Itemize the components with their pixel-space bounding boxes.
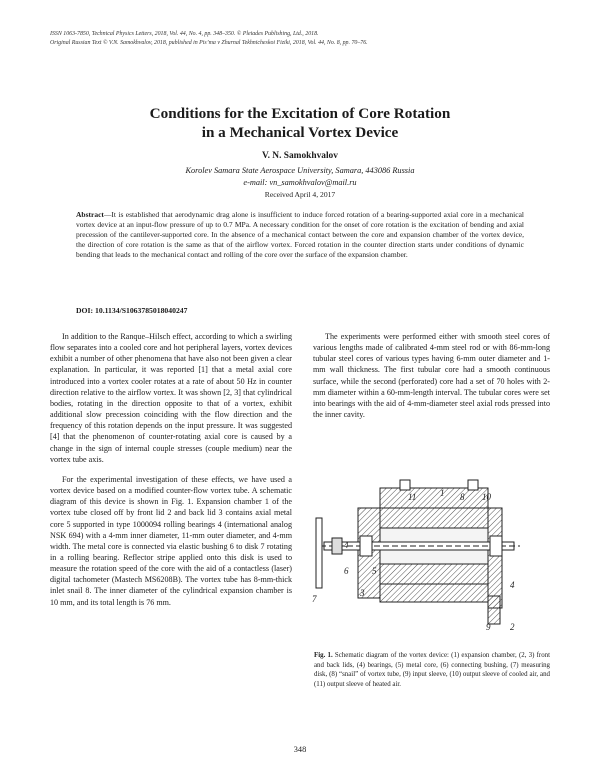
article-title-line1: Conditions for the Excitation of Core Rotation bbox=[149, 105, 451, 122]
front-lid bbox=[488, 508, 502, 608]
body-paragraph: In addition to the Ranque–Hilsch effect, according to which a swirling flow separates into a cooled core and hot peripheral layers, vortex devices exhibit a number of other phenomena that have also not been given a clear explanation. In particular, it was reported [1] that a metal axial core introduced into a vortex cooler rotates at a rate of about 50 Hz in counter direction relative to the airflow vortex. It was shown [2, 3] that cylindrical bodies, rotating in the direction opposite to that of a vortex, exhibit additional slow precession coinciding with the flow direction and the frequency of this rotation depends on the input pressure. It was suggested [4] that the phenomenon of counter-rotating axial core is caused by a change in the sign of internal couple stresses (couple medium) near the vortex tube axis. bbox=[50, 332, 292, 464]
figure-caption-label: Fig. 1. bbox=[314, 652, 333, 659]
page-number: 348 bbox=[293, 745, 307, 754]
fig-label-7: 7 bbox=[312, 594, 317, 604]
snail-housing bbox=[380, 488, 488, 508]
abstract-label: Abstract bbox=[76, 210, 104, 219]
right-column bbox=[313, 331, 550, 420]
journal-header-line2: Original Russian Text © V.N. Samokhvalov, 2018, published in Pis’ma v Zhurnal Tekhnicheskoi Fiziki, 2018, Vol. 44, No. 8, pp. 70–76. bbox=[50, 40, 368, 46]
figure-caption bbox=[314, 651, 550, 689]
hot-air-outlet-sleeve bbox=[400, 480, 410, 490]
journal-header-line1: ISSN 1063-7850, Technical Physics Letters, 2018, Vol. 44, No. 4, pp. 348–350. © Pleiades Publishing, Ltd., 2018. bbox=[50, 31, 319, 37]
vortex-device-diagram bbox=[300, 478, 550, 632]
figure-caption-text: Schematic diagram of the vortex device: (1) expansion chamber, (2, 3) front and back lids, (4) bearings, (5) metal core, (6) connecting bushing, (7) measuring disk, (8) “snail” of vortex tube, (9) input sleeve, (10) output sleeve of cooled air, and (11) output sleeve of heated air. bbox=[314, 652, 551, 688]
expansion-chamber-lower-wall bbox=[380, 564, 488, 584]
author-email: e-mail: vn_samokhvalov@mail.ru bbox=[243, 177, 357, 187]
fig-label-9: 9 bbox=[486, 622, 491, 632]
fig-label-3: 3 bbox=[360, 588, 365, 598]
fig-label-11: 11 bbox=[408, 492, 417, 502]
body-paragraph: The experiments were performed either with smooth steel cores of various lengths made of calibrated 4-mm steel rod or with 86-mm-long tubular steel cores of various types having 6-mm outer diameter and 1-mm wall thickness. The first tubular core had a smooth continuous surface, while the second (perforated) core had a set of 70 holes with 2-mm diameter within a 60-mm-length interval. The tubular cores were set into bearings with the aid of 4-mm-diameter steel axial rods pressed into the inner cavity. bbox=[313, 332, 550, 420]
fig-label-8: 8 bbox=[460, 492, 465, 502]
fig-label-6: 6 bbox=[344, 566, 349, 576]
fig-label-5: 5 bbox=[372, 566, 377, 576]
cold-air-outlet-sleeve bbox=[468, 480, 478, 490]
abstract-text: —It is established that aerodynamic drag alone is insufficient to induce forced rotation of a bearing-supported axial core in a mechanical vortex device at an input-flow pressure of up to 0.7 MPa. A necessary condition for the onset of core rotation is the excitation of bending and axial precession of the cantilever-supported core. In the absence of a mechanical contact between the core and expansion chamber of the vortex device, the direction of core rotation is the same as that of the airflow vortex. Forced rotation in the counter direction starts under conditions of dynamic bending that leads to the mechanical contact and rolling of the core over the surface of the expansion chamber. bbox=[76, 210, 524, 260]
doi: DOI: 10.1134/S1063785018040247 bbox=[76, 306, 188, 315]
author-name: V. N. Samokhvalov bbox=[262, 151, 338, 161]
journal-header bbox=[50, 30, 550, 48]
affiliation bbox=[60, 165, 540, 188]
input-sleeve bbox=[488, 596, 500, 624]
bearing-front bbox=[490, 536, 502, 556]
snail-lower bbox=[380, 584, 488, 602]
abstract bbox=[76, 210, 524, 260]
fig-label-4-back: 4 bbox=[344, 540, 349, 550]
fig-label-4-front: 4 bbox=[510, 580, 515, 590]
bearing-back bbox=[360, 536, 372, 556]
affiliation-org: Korolev Samara State Aerospace University, Samara, 443086 Russia bbox=[185, 166, 415, 175]
expansion-chamber-upper-wall bbox=[380, 508, 488, 528]
fig-label-10: 10 bbox=[482, 492, 491, 502]
body-paragraph: For the experimental investigation of these effects, we have used a vortex device based on a modified counter-flow vortex tube. A schematic diagram of this device is shown in Fig. 1. Expansion chamber 1 of the vortex tube closed off by front lid 2 and back lid 3 contains axial metal core 5 supported in type 1000094 rolling bearings 4 (international analog NSK 694) with a 4-mm inner diameter, 11-mm outer diameter, and 4-mm width. The metal core is connected via elastic bushing 6 to disk 7 rotating in a rolling bearing. Reflector stripe applied onto this disk is used to measure the rotation speed of the core with the aid of a contactless (laser) digital tachometer (Mastech MS6208B). The vortex tube has 8-mm-thick inlet snail 8. The inner diameter of the cylindrical expansion chamber is 10 mm, and its total length is 76 mm. bbox=[50, 474, 292, 607]
article-title bbox=[60, 104, 540, 142]
left-column bbox=[50, 331, 292, 608]
connecting-bushing bbox=[332, 538, 342, 554]
received-date: Received April 4, 2017 bbox=[264, 190, 336, 199]
fig-label-1: 1 bbox=[440, 488, 445, 498]
fig-label-2: 2 bbox=[510, 622, 515, 632]
measuring-disk bbox=[316, 518, 322, 588]
article-title-line2: in a Mechanical Vortex Device bbox=[201, 124, 399, 141]
